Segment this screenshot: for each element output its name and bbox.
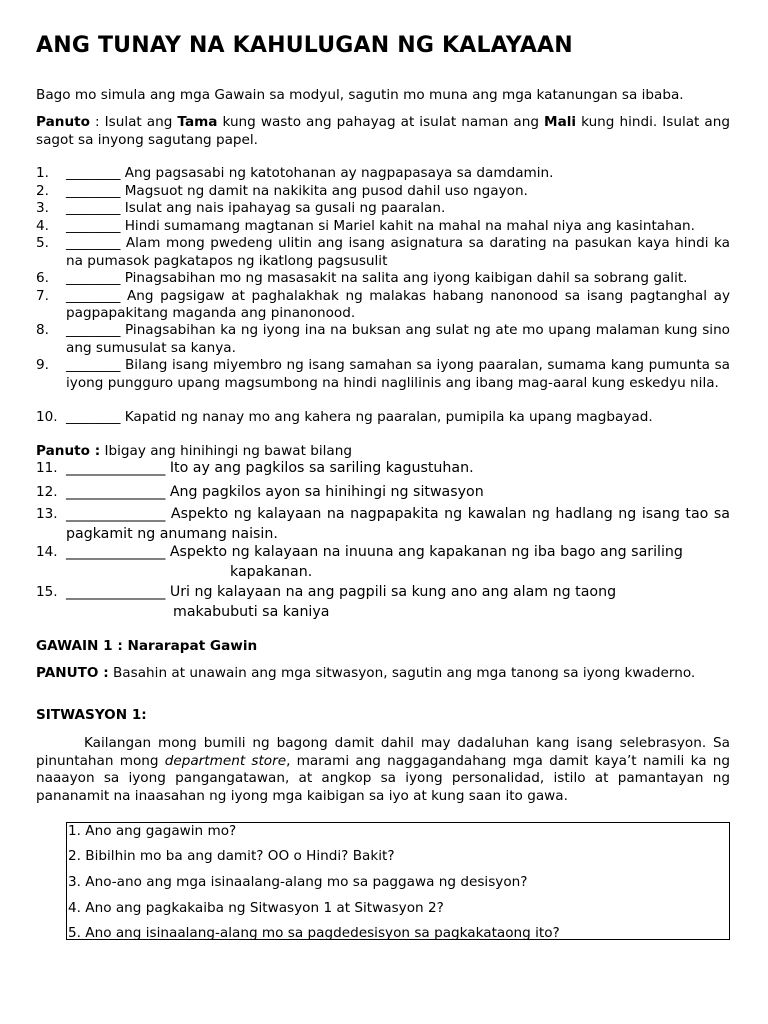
question-item: 2. Bibilhin mo ba ang damit? OO o Hindi? Bakit? [68,848,395,864]
list-item: 9. ________ Bilang isang miyembro ng isang samahan sa iyong paaralan, sumama kang pumunta sa iyong pungguro upang magsumbong na hindi naglilinis ang ibang mag-aaral kung eskedyu nila. [36,357,730,391]
panuto-2-text: Ibigay ang hinihingi ng bawat bilang [100,443,352,459]
intro-paragraph: Bago mo simula ang mga Gawain sa modyul, sagutin mo muna ang mga katanungan sa ibaba. [36,87,684,103]
list-item: 11. ______________ Ito ay ang pagkilos sa sariling kagustuhan. [36,459,730,479]
question-item: 5. Ano ang isinaalang-alang mo sa pagdedesisyon sa pagkakataong ito? [68,925,560,941]
list-item: 13. ______________ Aspekto ng kalayaan na nagpapakita ng kawalan ng hadlang ng isang tao sa pagkamit ng anumang naisin. [36,505,730,544]
list-item-text: ________ Pinagsabihan mo ng masasakit na salita ang iyong kaibigan dahil sa sobrang galit. [66,270,688,286]
list-item-text: ________ Ang pagsigaw at paghalakhak ng malakas habang nanonood sa isang pagtanghal ay pagpapakitang maganda ang pinanonood. [66,287,730,321]
panuto-1-text-c: kung hindi. Isulat ang sagot sa inyong sagutang papel. [36,114,730,148]
sitwasyon-heading: SITWASYON 1: [36,707,147,723]
list-item-text: ________ Pinagsabihan ka ng iyong ina na buksan ang sulat ng ate mo upang malaman kung sino ang sumusulat sa kanya. [66,322,730,356]
list-item: 7. ________ Ang pagsigaw at paghalakhak ng malakas habang nanonood sa isang pagtanghal ay pagpapakitang maganda ang pinanonood. [36,287,730,321]
list-item-text: ______________ Ang pagkilos ayon sa hinihingi ng sitwasyon [66,484,484,500]
panuto-3-text: Basahin at unawain ang mga sitwasyon, sagutin ang mga tanong sa iyong kwaderno. [108,665,696,681]
list-item: 3. ________ Isulat ang nais ipahayag sa gusali ng paaralan. [36,200,730,218]
list-item-text: ________ Bilang isang miyembro ng isang samahan sa iyong paaralan, sumama kang pumunta sa iyong pungguro upang magsumbong na hindi naglilinis ang ibang mag-aaral kung eskedyu nila. [66,357,730,391]
panuto-1-text-a: : Isulat ang [89,114,178,130]
list-item-text: ________ Magsuot ng damit na nakikita ang pusod dahil uso ngayon. [66,182,528,199]
questions-box [66,822,730,940]
list-item: 4. ________ Hindi sumamang magtanan si Mariel kahit na mahal na mahal niya ang kasintahan. [36,218,730,236]
list-item: 15. ______________ Uri ng kalayaan na ang pagpili sa kung ano ang alam ng taong makabubuti sa kaniya [36,583,730,622]
list-item-text: ________ Hindi sumamang magtanan si Mariel kahit na mahal na mahal niya ang kasintahan. [66,217,695,234]
panuto-2-label: Panuto : [36,443,101,459]
panuto-2 [36,443,730,461]
list-item: 5. ________ Alam mong pwedeng ulitin ang isang asignatura sa darating na pasukan kaya hindi ka na pumasok pagkatapos ng ikatlong pagsusulit [36,235,730,269]
panuto-1-text-b: kung wasto ang pahayag at isulat naman ang [217,114,545,130]
list-item-text: ______________ Aspekto ng kalayaan na inuuna ang kapakanan ng iba bago ang sariling kapakanan. [66,544,683,580]
list-item: 10. ________ Kapatid ng nanay mo ang kahera ng paaralan, pumipila ka upang magbayad. [36,409,730,427]
mali-word: Mali [544,114,577,130]
sitwasyon-paragraph: Kailangan mong bumili ng bagong damit dahil may dadaluhan kang isang selebrasyon. Sa pinuntahan mong department store, marami ang naggagandahang mga damit kaya’t namili ka ng naaayon sa iyong pangangatawan, at angkop sa iyong personalidad, istilo at pamantayan ng pananamit na inaasahan ng iyong mga kaibigan sa iyo at kung saan ito gawa. [36,735,730,804]
list-item-text: ______________ Uri ng kalayaan na ang pagpili sa kung ano ang alam ng taong makabubuti sa kaniya [66,584,617,620]
list-item: 12. ______________ Ang pagkilos ayon sa hinihingi ng sitwasyon [36,483,730,503]
list-item-text: ________ Alam mong pwedeng ulitin ang isang asignatura sa darating na pasukan kaya hindi ka na pumasok pagkatapos ng ikatlong pagsusulit [66,235,730,269]
list-item-text: ________ Kapatid ng nanay mo ang kahera ng paaralan, pumipila ka upang magbayad. [66,409,653,425]
list-item: 2. ________ Magsuot ng damit na nakikita ang pusod dahil uso ngayon. [36,183,730,201]
panuto-1 [36,114,730,149]
question-item: 4. Ano ang pagkakaiba ng Sitwasyon 1 at Sitwasyon 2? [68,900,444,916]
list-item-text: ________ Isulat ang nais ipahayag sa gusali ng paaralan. [66,200,446,216]
list-item: 6. ________ Pinagsabihan mo ng masasakit na salita ang iyong kaibigan dahil sa sobrang galit. [36,270,730,288]
question-item: 3. Ano-ano ang mga isinaalang-alang mo sa paggawa ng desisyon? [68,874,528,890]
panuto-1-label: Panuto [36,114,90,130]
panuto-3-label: PANUTO : [36,665,109,681]
list-item-text: ________ Ang pagsasabi ng katotohanan ay nagpapasaya sa damdamin. [66,165,554,181]
list-item: 1. ________ Ang pagsasabi ng katotohanan ay nagpapasaya sa damdamin. [36,165,730,183]
list-item-text: ______________ Ito ay ang pagkilos sa sariling kagustuhan. [66,460,474,476]
document-title: ANG TUNAY NA KAHULUGAN NG KALAYAAN [36,33,573,58]
list-item: 8. ________ Pinagsabihan ka ng iyong ina na buksan ang sulat ng ate mo upang malaman kung sino ang sumusulat sa kanya. [36,322,730,356]
tama-word: Tama [177,114,218,130]
panuto-3 [36,665,730,683]
question-item: 1. Ano ang gagawin mo? [68,823,237,839]
list-item-text: ______________ Aspekto ng kalayaan na nagpapakita ng kawalan ng hadlang ng isang tao sa pagkamit ng anumang naisin. [66,506,730,542]
gawain-heading: GAWAIN 1 : Nararapat Gawin [36,638,258,654]
list-item: 14. ______________ Aspekto ng kalayaan na inuuna ang kapakanan ng iba bago ang sariling kapakanan. [36,543,730,582]
